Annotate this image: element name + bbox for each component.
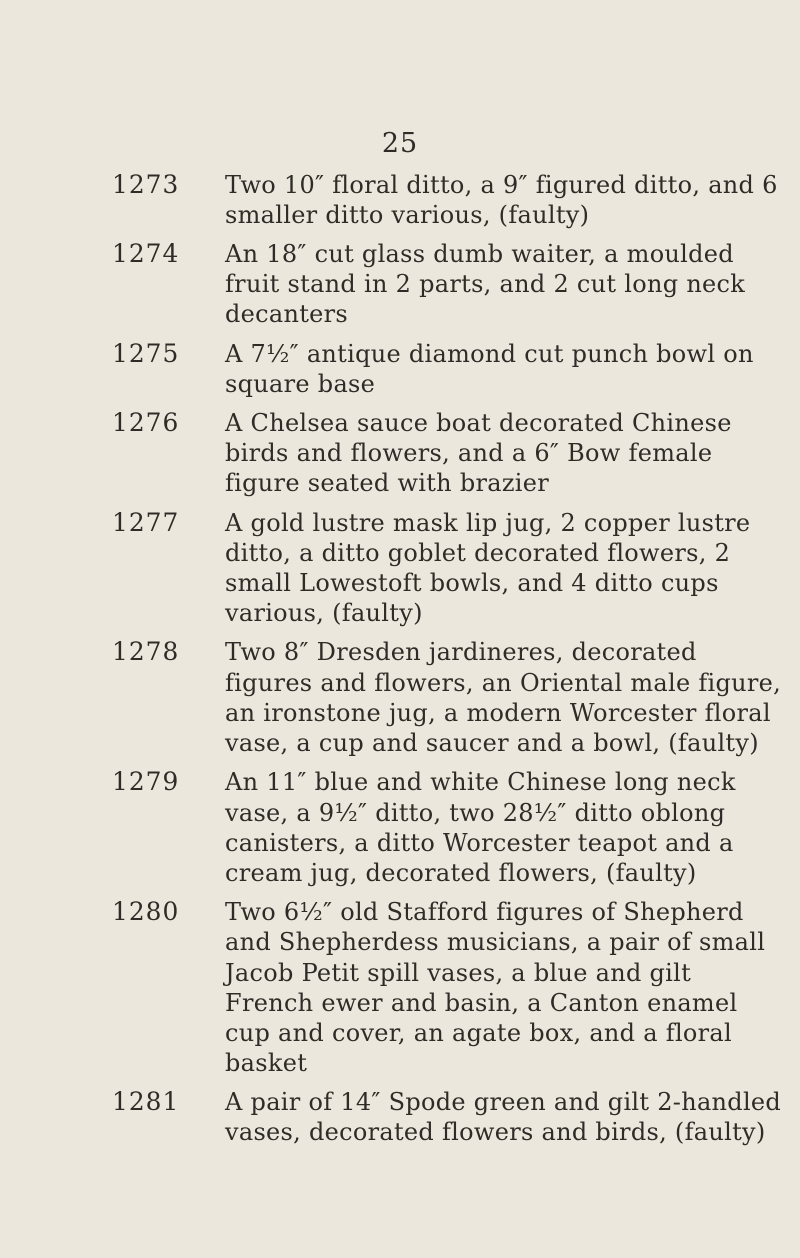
lot-number: 1278: [112, 637, 180, 667]
lot-description: Two 8″ Dresden jardineres, decorated figures and flowers, an Oriental male figure, an ironstone jug, a modern Worcester floral vase, a cup and saucer and a bowl, (faulty): [225, 638, 782, 758]
lot-number: 1279: [112, 767, 180, 797]
lot-number: 1277: [112, 507, 180, 537]
lot-number: 1281: [112, 1087, 180, 1117]
lot-number: 1280: [112, 897, 180, 927]
lot-description: An 18″ cut glass dumb waiter, a moulded fruit stand in 2 parts, and 2 cut long neck decanters: [225, 239, 746, 329]
lot-description: Two 6½″ old Stafford figures of Shepherd and Shepherdess musicians, a pair of small Jacob Petit spill vases, a blue and gilt French ewer and basin, a Canton enamel cup and cover, an agate box, and a floral basket: [225, 898, 766, 1078]
page-number: 25: [381, 128, 419, 159]
lot-description: A gold lustre mask lip jug, 2 copper lustre ditto, a ditto goblet decorated flowers, 2 small Lowestoft bowls, and 4 ditto cups various, (faulty): [225, 508, 751, 628]
lot-description: A 7½″ antique diamond cut punch bowl on square base: [225, 339, 754, 398]
lot-description: A pair of 14″ Spode green and gilt 2-handled vases, decorated flowers and birds, (faulty): [225, 1088, 782, 1147]
lot-description: Two 10″ floral ditto, a 9″ figured ditto, and 6 smaller ditto various, (faulty): [225, 171, 778, 230]
lot-description: An 11″ blue and white Chinese long neck vase, a 9½″ ditto, two 28½″ ditto oblong canisters, a ditto Worcester teapot and a cream jug, decorated flowers, (faulty): [225, 768, 736, 887]
lot-number: 1274: [112, 238, 180, 268]
lot-number: 1275: [112, 338, 180, 368]
lot-description: A Chelsea sauce boat decorated Chinese birds and flowers, and a 6″ Bow female figure seated with brazier: [225, 408, 732, 498]
lot-number: 1273: [112, 170, 180, 199]
lot-number: 1276: [112, 407, 180, 437]
